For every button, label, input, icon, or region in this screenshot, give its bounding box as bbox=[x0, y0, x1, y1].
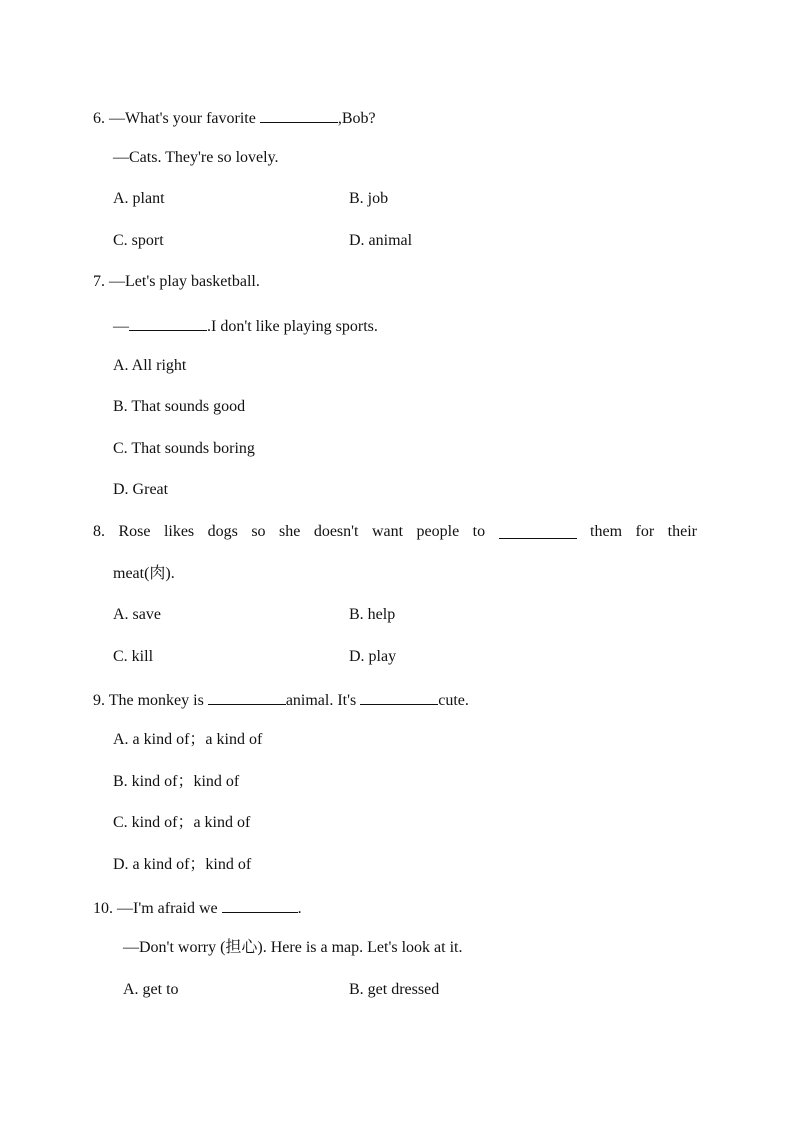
question-8-stem bbox=[93, 522, 697, 542]
q8-word: she bbox=[279, 523, 301, 540]
q8-word: people bbox=[416, 523, 460, 540]
q8-word: doesn't bbox=[313, 523, 359, 540]
question-7-stem: 7. —Let's play basketball. bbox=[93, 273, 260, 290]
q6-option-d[interactable]: D. animal bbox=[349, 232, 413, 249]
q9-option-b[interactable]: B. kind of；kind of bbox=[113, 773, 240, 790]
q6-stem-tail: ,Bob? bbox=[337, 110, 376, 127]
question-9-stem bbox=[93, 688, 469, 711]
q9-stem-tail: cute. bbox=[438, 692, 469, 709]
q8-word: Rose bbox=[118, 523, 151, 540]
q8-word: their bbox=[667, 523, 697, 540]
q8-stem-continued: meat(肉). bbox=[113, 565, 175, 582]
q9-blank-2[interactable] bbox=[360, 688, 438, 705]
q6-stem-text: 6. —What's your favorite bbox=[93, 110, 260, 127]
q10-option-b[interactable]: B. get dressed bbox=[349, 981, 440, 998]
q8-word: likes bbox=[163, 523, 195, 540]
q7-option-a[interactable]: A. All right bbox=[113, 357, 187, 374]
q10-stem-text: 10. —I'm afraid we bbox=[93, 900, 222, 917]
q8-word: for bbox=[635, 523, 655, 540]
question-10-stem bbox=[93, 896, 302, 919]
q7-blank[interactable] bbox=[129, 314, 207, 331]
q10-blank[interactable] bbox=[222, 896, 298, 913]
q9-option-d[interactable]: D. a kind of；kind of bbox=[113, 856, 252, 873]
q6-response: —Cats. They're so lovely. bbox=[113, 149, 279, 166]
q10-stem-tail: . bbox=[297, 900, 302, 917]
q8-blank[interactable] bbox=[499, 522, 577, 539]
q9-option-c[interactable]: C. kind of；a kind of bbox=[113, 814, 251, 831]
q7-response bbox=[113, 314, 378, 337]
q8-option-d[interactable]: D. play bbox=[349, 648, 397, 665]
q7-dash: — bbox=[113, 318, 129, 335]
q9-stem-mid: animal. It's bbox=[285, 692, 361, 709]
q8-word: them bbox=[590, 523, 623, 540]
q7-option-b[interactable]: B. That sounds good bbox=[113, 398, 246, 415]
q8-word: dogs bbox=[207, 523, 238, 540]
q8-word: to bbox=[472, 523, 486, 540]
q9-blank-1[interactable] bbox=[208, 688, 286, 705]
q6-option-b[interactable]: B. job bbox=[349, 190, 389, 207]
q7-option-c[interactable]: C. That sounds boring bbox=[113, 440, 255, 457]
q6-blank[interactable] bbox=[260, 106, 338, 123]
q8-word: so bbox=[251, 523, 266, 540]
q8-option-b[interactable]: B. help bbox=[349, 606, 396, 623]
q6-option-c[interactable]: C. sport bbox=[113, 232, 164, 249]
q8-word: want bbox=[371, 523, 404, 540]
q8-option-c[interactable]: C. kill bbox=[113, 648, 154, 665]
q8-word: 8. bbox=[93, 523, 105, 540]
question-6-stem bbox=[93, 106, 376, 129]
q9-option-a[interactable]: A. a kind of；a kind of bbox=[113, 731, 263, 748]
q7-option-d[interactable]: D. Great bbox=[113, 481, 169, 498]
q10-response: —Don't worry (担心). Here is a map. Let's look at it. bbox=[123, 939, 463, 956]
q6-option-a[interactable]: A. plant bbox=[113, 190, 165, 207]
q8-option-a[interactable]: A. save bbox=[113, 606, 161, 623]
q9-stem-text: 9. The monkey is bbox=[93, 692, 208, 709]
q7-response-tail: .I don't like playing sports. bbox=[207, 318, 378, 335]
q10-option-a[interactable]: A. get to bbox=[123, 981, 179, 998]
